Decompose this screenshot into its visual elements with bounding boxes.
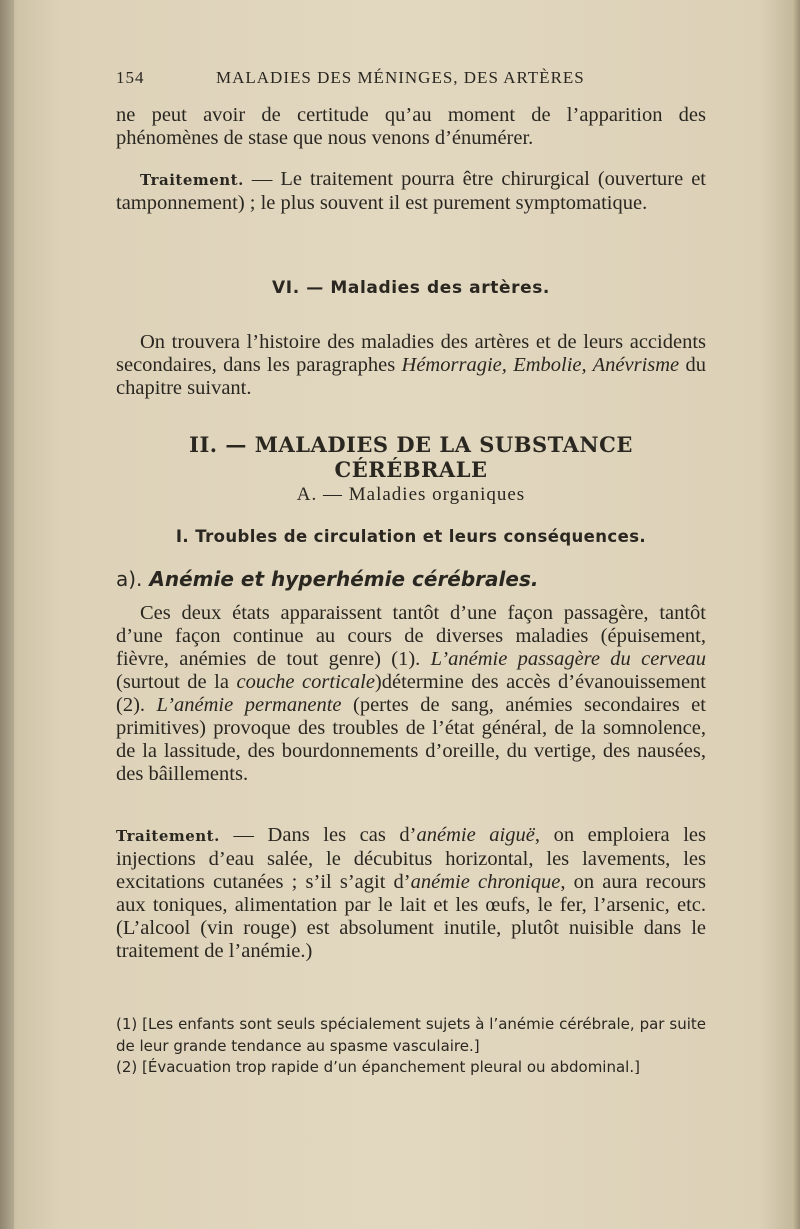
running-title: MALADIES DES MÉNINGES, DES ARTÈRES xyxy=(216,68,585,87)
paragraph-intro: ne peut avoir de certitude qu’au moment de l’apparition des phénomènes de stase que nous venons d’énumérer. xyxy=(116,104,706,149)
section-heading-vi: VI. — Maladies des artères. xyxy=(272,278,550,298)
anemie-text-3: )détermine des accès d’évanouissement (2). xyxy=(116,671,706,716)
page-edge xyxy=(792,0,800,1229)
arteres-text-2: du chapitre suivant. xyxy=(116,354,707,399)
subsection-prefix: a). xyxy=(116,567,143,591)
anemie-italic-2: couche corticale xyxy=(236,671,375,693)
running-header xyxy=(116,68,706,92)
footnote-1: (1) [Les enfants sont seuls spécialement sujets à l’anémie cérébrale, par suite de leur grande tendance au spasme vasculaire.] xyxy=(116,1015,706,1055)
page-number: 154 xyxy=(116,68,145,87)
traitement2-text-1: — Dans les cas d’ xyxy=(219,824,417,846)
anemie-text-4: (pertes de sang, anémies secondaires et primitives) provoque des troubles de l’état général, de la somnolence, de la lassitude, des bourdonnements d’oreille, du vertige, des nausées, des bâillements. xyxy=(116,694,706,785)
traitement2-text-3: , on aura recours aux toniques, alimentation par le lait et les œufs, le fer, l’arsenic, etc. (L’alcool (vin rouge) est absolument inutile, plutôt nuisible dans le traitement de l’anémie.) xyxy=(116,871,707,962)
section-heading-i: I. Troubles de circulation et leurs conséquences. xyxy=(175,527,647,546)
book-spine-shadow xyxy=(0,0,14,1229)
arteres-italic: Hémorragie, Embolie, Anévrisme xyxy=(401,354,680,376)
traitement2-label: Traitement. xyxy=(116,827,220,845)
paragraph-traitement-2 xyxy=(116,824,706,963)
subsection-heading-a xyxy=(116,567,706,591)
anemie-text-2: (surtout de la xyxy=(116,671,237,693)
subsection-title: Anémie et hyperhémie cérébrales. xyxy=(142,567,539,591)
paragraph-traitement-1 xyxy=(116,168,706,215)
anemie-italic-3: L’anémie permanente xyxy=(156,694,342,716)
traitement2-italic-2: anémie chronique xyxy=(410,871,561,893)
traitement-label: Traitement. xyxy=(140,171,244,189)
section-heading-ii: II. — MALADIES DE LA SUBSTANCE CÉRÉBRALE xyxy=(189,432,633,482)
footnotes xyxy=(116,1014,706,1079)
traitement-text: — Le traitement pourra être chirurgical (ouverture et tamponnement) ; le plus souvent il est purement symptomatique. xyxy=(116,168,706,214)
traitement2-italic-1: anémie aiguë xyxy=(416,824,535,846)
footnote-2: (2) [Évacuation trop rapide d’un épanchement pleural ou abdominal.] xyxy=(116,1058,640,1076)
anemie-italic-1: L’anémie passagère du cerveau xyxy=(430,648,706,670)
anemie-text-1: Ces deux états apparaissent tantôt d’une façon passagère, tantôt d’une façon continue au cours de diverses maladies (épuisement, fièvre, anémies de tout genre) (1). xyxy=(116,602,706,670)
arteres-text-1: On trouvera l’histoire des maladies des artères et de leurs accidents secondaires, dans les paragraphes xyxy=(116,331,706,376)
section-heading-a: A. — Maladies organiques xyxy=(296,484,526,505)
traitement2-text-2: , on emploiera les injections d’eau salée, le décubitus horizontal, les lavements, les excitations cutanées ; s’il s’agit d’ xyxy=(116,824,706,893)
paragraph-anemie xyxy=(116,602,706,786)
paragraph-arteres xyxy=(116,331,706,400)
